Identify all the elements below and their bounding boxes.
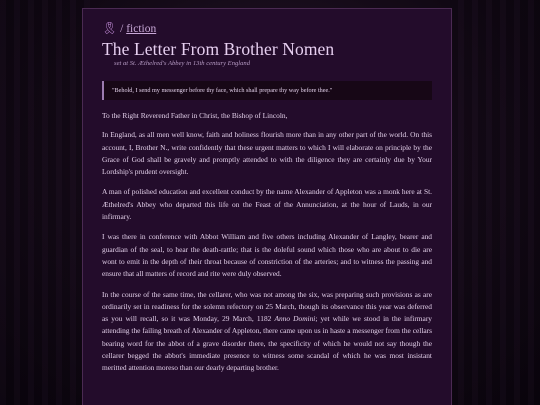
content-panel	[82, 8, 452, 405]
breadcrumb-link-fiction[interactable]: fiction	[126, 23, 157, 35]
letter-salutation: To the Right Reverend Father in Christ, the Bishop of Lincoln,	[102, 111, 288, 120]
paragraph-4-text-start: In the course of the same time, the cellarer, who was not among the six, was preparing such provisions as are ordinarily set in readiness for the solemn refectory on 25 March, though its observance this year was deferred as you will recall, so it was Monday, 29 March, 1182	[102, 289, 432, 324]
ribbon-icon: 🎗	[102, 21, 118, 35]
letter-paragraph-4	[102, 289, 432, 375]
epigraph-quote: "Behold, I send my messenger before thy face, which shall prepare thy way before thee."	[102, 81, 432, 100]
letter-paragraph-1: In England, as all men well know, faith and holiness flourish more than in any other part of the world. On this account, I, Brother N., write confidently that these urgent matters to which I will elaborate on principle by the Grace of God shall be gravely and promptly attended to with the diligence they are certainly due by Your Lordship's prudent oversight.	[102, 130, 432, 177]
letter-paragraph-3: I was there in conference with Abbot William and five others including Alexander of Langley, bearer and guardian of the seal, to hear the death-rattle; that is the doleful sound which those who are about to die are wont to emit in the depth of their throat because of constriction of the arteries; and to witness the passing and ensure that all matters of record and rite were duly observed.	[102, 232, 432, 279]
paragraph-4-text-end: ; yet while we stood in the infirmary attending the failing breath of Alexander of Appleton, there came upon us in haste a messenger from the cellars bearing word for the abbot of a grave disorder there, the specificity of which he would not say though the cellarer begged the abbot's immediate presence to witness some scandal of which he was most insistant meritted attention moreso than our dearly departing brother.	[102, 314, 432, 373]
breadcrumb-separator: /	[120, 23, 124, 35]
background-arch-left	[0, 0, 90, 405]
paragraph-4-anno-domini: Anno Domini	[274, 314, 316, 324]
breadcrumb	[102, 21, 432, 37]
background-arch-right	[450, 0, 540, 405]
page-title: The Letter From Brother Nomen	[102, 39, 335, 59]
letter-paragraph-2: A man of polished education and excellent conduct by the name Alexander of Appleton was a monk here at St. Æthelred's Abbey who departed this life on the Feast of the Annunciation, at the hour of Lauds, in our infirmary.	[102, 187, 432, 222]
page-subtitle: set at St. Æthelred's Abbey in 13th century England	[114, 60, 251, 67]
